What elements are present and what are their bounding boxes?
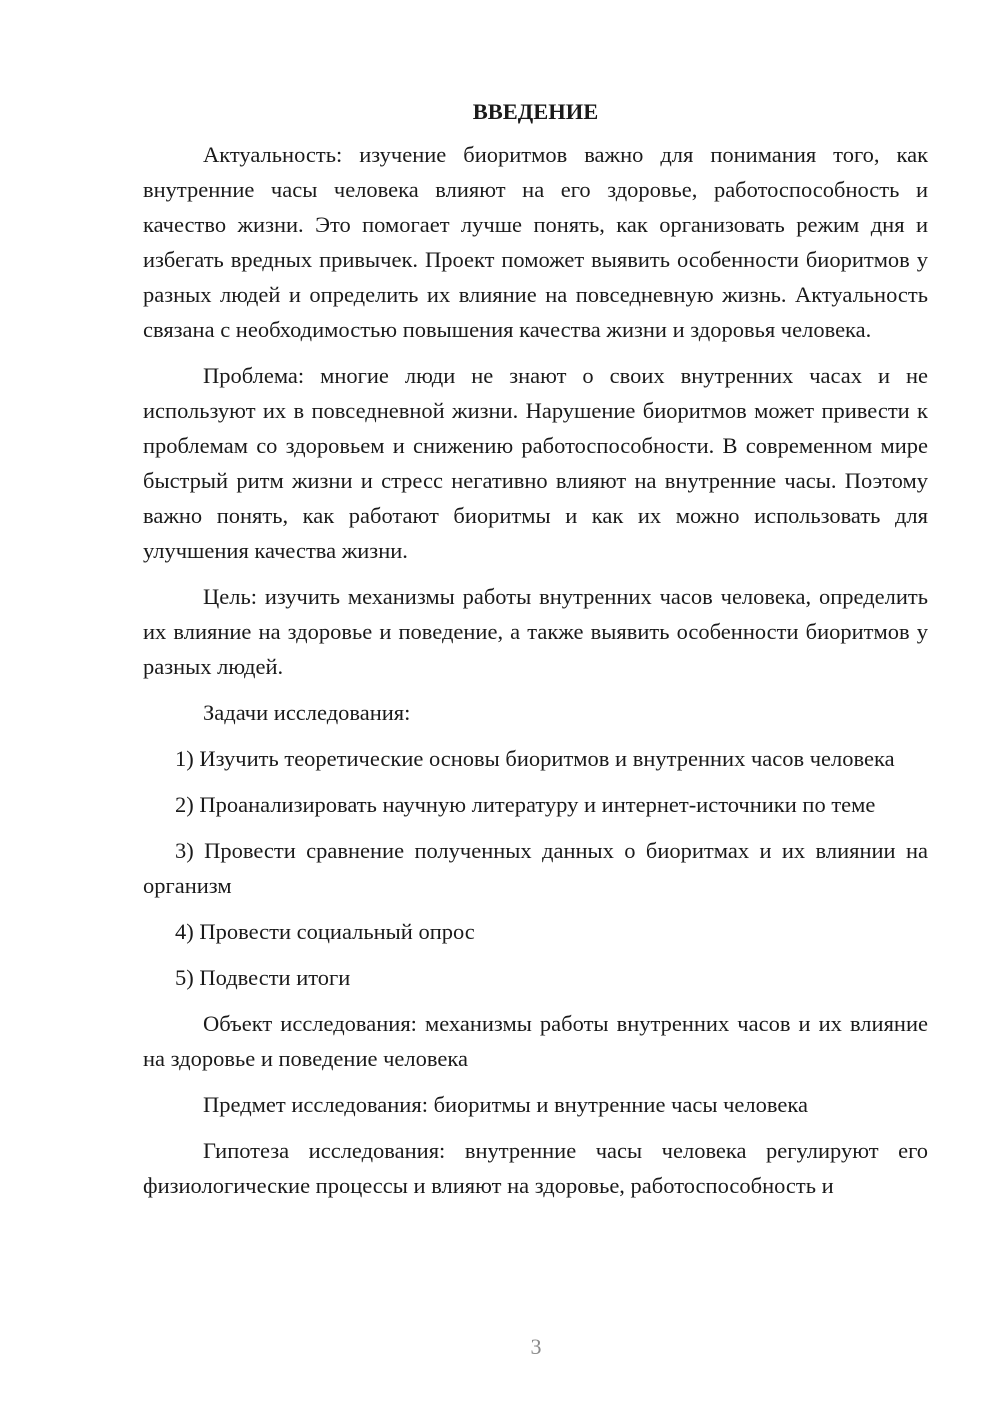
page-number: 3 <box>530 1334 542 1359</box>
problem-paragraph: Проблема: многие люди не знают о своих внутренних часах и не используют их в повседневной жизни. Нарушение биоритмов может привести к проблемам со здоровьем и снижению работоспособности. В современном мире быстрый ритм жизни и стресс негативно влияют на внутренние часы. Поэтому важно понять, как работают биоритмы и как их можно использовать для улучшения качества жизни. <box>143 363 928 563</box>
tasks-heading: Задачи исследования: <box>203 700 411 725</box>
list-item: 2) Проанализировать научную литературу и интернет-источники по теме <box>175 792 876 817</box>
list-item: 4) Провести социальный опрос <box>175 919 475 944</box>
list-item: 3) Провести сравнение полученных данных о биоритмах и их влиянии на организм <box>143 838 928 898</box>
tasks-list <box>143 741 928 995</box>
relevance-paragraph: Актуальность: изучение биоритмов важно для понимания того, как внутренние часы человека влияют на его здоровье, работоспособность и качество жизни. Это помогает лучше понять, как организовать режим дня и избегать вредных привычек. Проект поможет выявить особенности биоритмов у разных людей и определить их влияние на повседневную жизнь. Актуальность связана с необходимостью повышения качества жизни и здоровья человека. <box>143 142 928 342</box>
list-item: 5) Подвести итоги <box>175 965 351 990</box>
hypothesis-paragraph: Гипотеза исследования: внутренние часы человека регулируют его физиологические процессы и влияют на здоровье, работоспособность и <box>143 1138 928 1198</box>
goal-paragraph: Цель: изучить механизмы работы внутренних часов человека, определить их влияние на здоровье и поведение, а также выявить особенности биоритмов у разных людей. <box>143 584 928 679</box>
list-item: 1) Изучить теоретические основы биоритмов и внутренних часов человека <box>175 746 895 771</box>
object-paragraph: Объект исследования: механизмы работы внутренних часов и их влияние на здоровье и поведение человека <box>143 1011 928 1071</box>
subject-paragraph: Предмет исследования: биоритмы и внутренние часы человека <box>203 1092 808 1117</box>
document-title: ВВЕДЕНИЕ <box>472 99 599 124</box>
document-body <box>143 94 928 1214</box>
